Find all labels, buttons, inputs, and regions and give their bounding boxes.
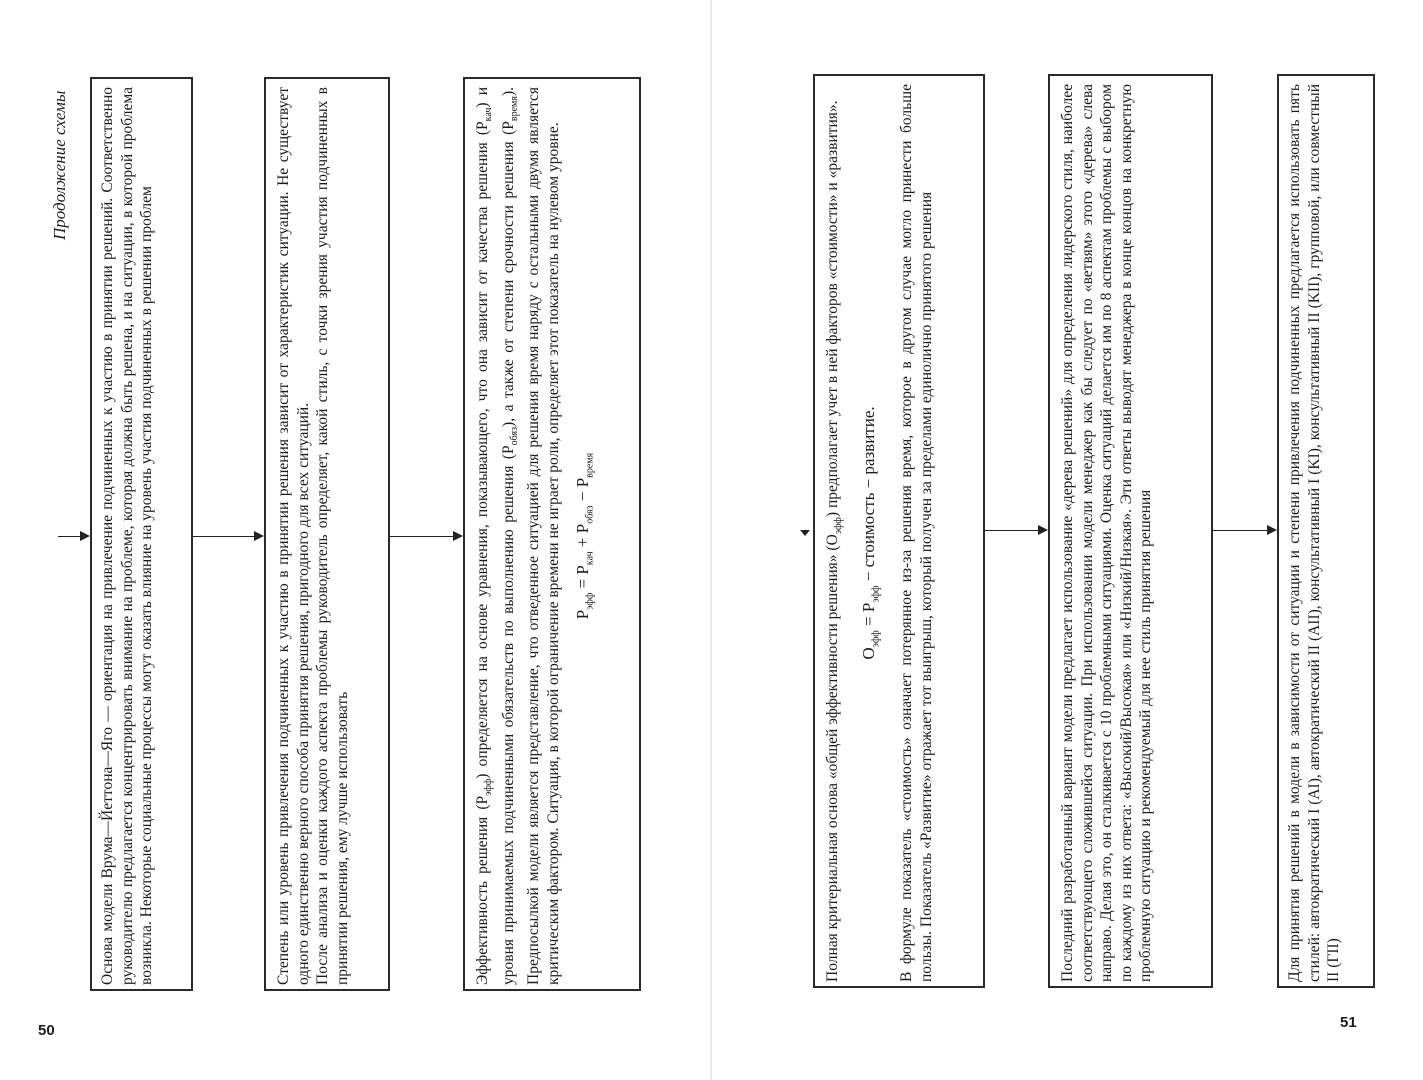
subscript: время xyxy=(508,96,520,122)
formula-part: P xyxy=(573,609,593,620)
overall-efficiency-formula xyxy=(859,84,886,982)
box-3-text-part: ). Предпосылкой модели является представление, что отведенное ситуацией для решения время наряду с остальными двумя является критическим фактором. Ситуация, в которой ограничение времени не играет роли, определяет этот показатель на нулевом уровне. xyxy=(499,87,562,985)
box-1-text xyxy=(98,87,190,985)
subscript: эфф xyxy=(584,592,596,610)
scheme-box-1 xyxy=(90,77,193,991)
formula-part: + xyxy=(573,533,593,552)
box-3-paragraph xyxy=(473,87,563,985)
box-5-paragraph: Последний разработанный вариант модели предлагает использование «дерева решений» для определения лидерского стиля, наиболее соответствующего сложившейся ситуации. При использовании модели менеджер как бы следует по «ветвям» этого «дерева» слева направо. Делая это, он сталкивается с 10 проблемными ситуациями. Оценка ситуаций делается им по 8 аспектам проблемы с выбором по каждому из них ответа: «Высокий/Высокая» или «Низкий/Низкая». Эти ответы выводят менеджера в конце концов на конкретную проблемную ситуацию и рекомендуемый для нее стиль принятия решения xyxy=(1059,84,1154,982)
flow-arrow-5-6 xyxy=(1213,530,1275,531)
formula-part: = xyxy=(858,612,878,631)
flow-arrow-in xyxy=(58,536,88,537)
box-4-text-part: Полная критериальная основа «общей эффективности решения» (O xyxy=(824,534,841,982)
subscript: обяз xyxy=(508,426,520,446)
box-4-paragraph-1 xyxy=(823,84,849,982)
scheme-box-5 xyxy=(1048,74,1213,988)
flow-arrow-4-5 xyxy=(985,530,1046,531)
subscript: эфф xyxy=(483,778,495,796)
box-2-paragraph-2: После анализа и оценки каждого аспекта проблемы руководитель определяет, какой стиль, с точки зрения участия подчиненных в принятии решения, ему лучше использовать xyxy=(314,87,351,985)
subscript: кач xyxy=(584,551,596,566)
formula-part: − xyxy=(573,487,593,506)
page-number-right: 51 xyxy=(1340,1014,1357,1031)
box-2-text xyxy=(274,87,386,985)
box-4-text xyxy=(823,84,981,982)
page-number-left: 50 xyxy=(38,1022,55,1039)
page-gutter xyxy=(710,0,712,1080)
formula-part: P xyxy=(573,565,593,575)
box-3-text xyxy=(473,87,637,985)
subscript: эфф xyxy=(869,585,881,603)
continuation-marker xyxy=(800,530,810,536)
scheme-box-4 xyxy=(813,74,985,988)
box-3-text-part: ), а также от степени срочности решения (P xyxy=(499,121,517,427)
box-5-text xyxy=(1058,84,1209,982)
continuation-caption: Продолжение схемы xyxy=(50,90,69,240)
formula-part: − стоимость − развитие. xyxy=(858,406,878,586)
flow-arrow-2-3 xyxy=(390,536,461,537)
box-3-text-part: Эффективность решения (P xyxy=(474,795,491,985)
box-3-text-part: ) определяется на основе уравнения, показывающего, что она зависит от качества решения (P xyxy=(474,121,491,779)
subscript: обяз xyxy=(584,505,596,524)
scheme-box-6 xyxy=(1277,74,1375,988)
flow-arrow-1-2 xyxy=(193,536,262,537)
subscript: кач xyxy=(483,107,495,122)
scheme-box-3 xyxy=(463,77,641,991)
box-6-paragraph: Для принятия решений в модели в зависимости от ситуации и степени привлечения подчиненных предлагается использовать пять стилей: автократический I (AI), автократический II (AII), консультативный I (KI), консультативный II (KII), групповой, или совместный II (ГII) xyxy=(1286,84,1342,982)
formula-part: P xyxy=(858,602,878,613)
formula-part: O xyxy=(858,647,878,660)
efficiency-formula xyxy=(573,87,600,985)
scheme-box-2 xyxy=(264,77,390,991)
subscript: время xyxy=(584,452,596,478)
box-3-text-part: ) и уровня принимаемых подчиненными обязательств по выполнению решения (P xyxy=(474,87,517,985)
formula-part: P xyxy=(573,477,593,488)
subscript: эфф xyxy=(869,630,881,648)
box-2-paragraph-1: Степень или уровень привлечения подчиненных к участию в принятии решения зависит от характеристик ситуации. Не существует одного единственно верного способа принятия решения, пригодного для всех ситуаций. xyxy=(275,87,312,985)
box-1-paragraph: Основа модели Врума—Йеттона—Яго — ориентация на привлечение подчиненных к участию в принятии решений. Соответственно руководителю предлагается концентрировать внимание на проблеме, которая должна быть решена, и на ситуации, в которой проблема возникла. Некоторые социальные процессы могут оказать влияние на уровень участия подчиненных в решении проблем xyxy=(99,87,155,985)
box-6-text xyxy=(1285,84,1371,982)
formula-part: P xyxy=(573,523,593,534)
formula-part: = xyxy=(573,574,593,593)
box-4-text-part: ) предполагает учет в ней факторов «стоимости» и «развития». xyxy=(824,100,841,518)
subscript: эфф xyxy=(833,517,845,535)
box-4-paragraph-2: В формуле показатель «стоимость» означает потерянное из-за решения время, которое в другом случае могло принести больше пользы. Показатель «Развитие» отражает тот выигрыш, который получен за пределами единолично принятого решения xyxy=(898,84,935,982)
